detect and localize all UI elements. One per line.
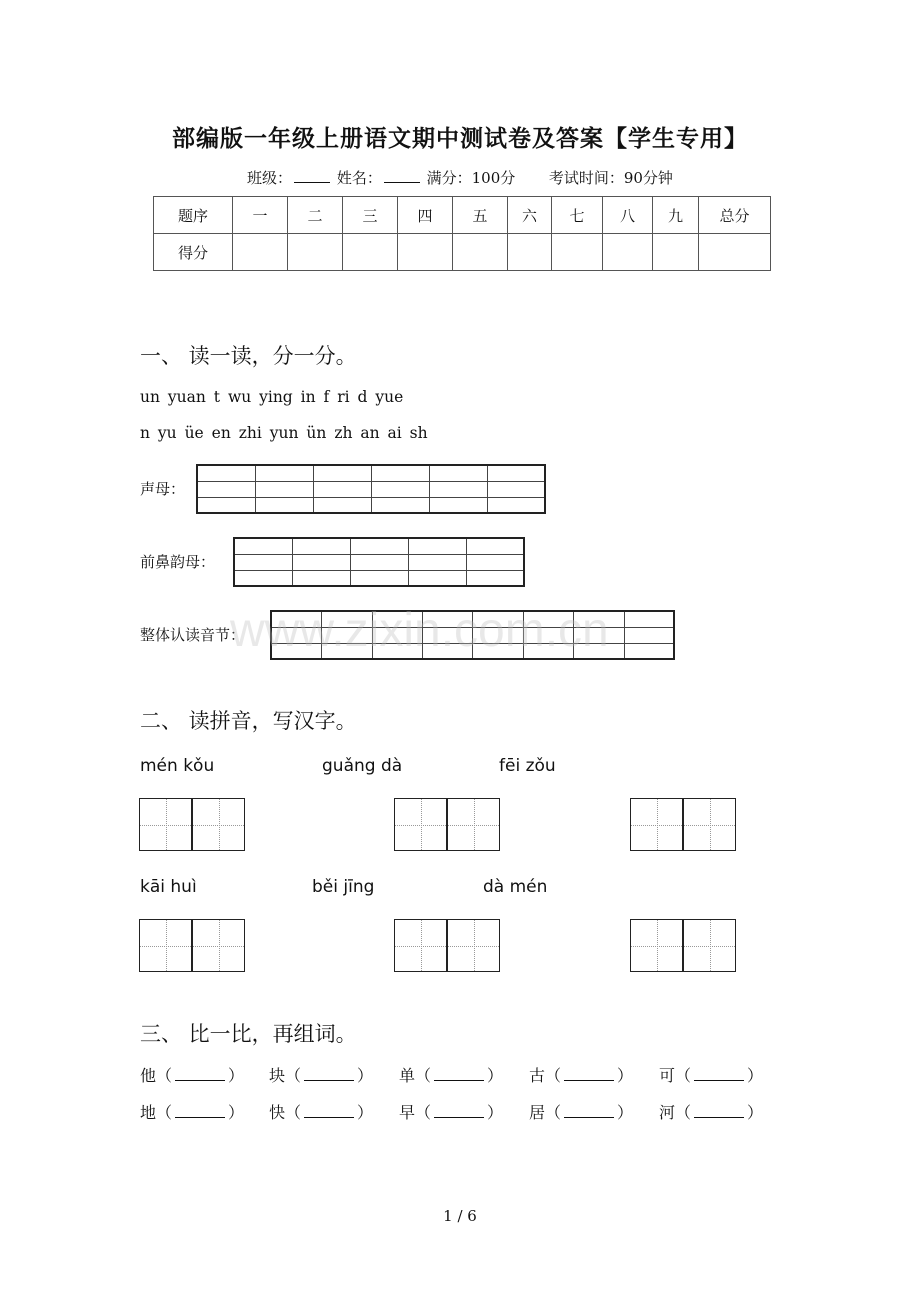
compare-char: 居（ <box>529 1103 562 1122</box>
table-header-cell: 三 <box>343 197 398 234</box>
compare-char: 块（ <box>269 1066 302 1085</box>
pinyin-word: dà mén <box>483 877 548 897</box>
section2-title: 二、 读拼音，写汉字。 <box>140 709 357 733</box>
qianbi-grid[interactable] <box>233 537 525 587</box>
close-paren: ） <box>747 1103 764 1122</box>
exam-time: 考试时间：90分钟 <box>548 169 673 187</box>
table-header-cell: 七 <box>552 197 603 234</box>
close-paren: ） <box>357 1066 374 1085</box>
compare-char: 可（ <box>659 1066 692 1085</box>
shengmu-grid[interactable] <box>196 464 546 514</box>
table-header-cell: 九 <box>653 197 699 234</box>
tianzige-box[interactable] <box>447 798 500 851</box>
score-cell[interactable] <box>398 234 453 271</box>
compare-item[interactable] <box>269 1100 373 1123</box>
answer-blank[interactable] <box>564 1103 614 1118</box>
close-paren: ） <box>357 1103 374 1122</box>
table-header-cell: 总分 <box>699 197 771 234</box>
tianzige-box[interactable] <box>192 919 245 972</box>
close-paren: ） <box>487 1103 504 1122</box>
score-cell[interactable] <box>603 234 653 271</box>
score-value-row <box>154 234 771 271</box>
answer-blank[interactable] <box>434 1103 484 1118</box>
tianzige-box[interactable] <box>139 919 192 972</box>
tianzige-box[interactable] <box>683 919 736 972</box>
close-paren: ） <box>487 1066 504 1085</box>
compare-char: 地（ <box>140 1103 173 1122</box>
name-blank[interactable] <box>384 168 420 183</box>
compare-char: 单（ <box>399 1066 432 1085</box>
table-header-cell: 二 <box>288 197 343 234</box>
score-header-row <box>154 197 771 234</box>
answer-blank[interactable] <box>434 1066 484 1081</box>
close-paren: ） <box>747 1066 764 1085</box>
score-cell[interactable] <box>552 234 603 271</box>
page-title: 部编版一年级上册语文期中测试卷及答案【学生专用】 <box>172 125 748 152</box>
class-blank[interactable] <box>294 168 330 183</box>
pinyin-line-2: n yu üe en zhi yun ün zh an ai sh <box>140 424 428 442</box>
answer-blank[interactable] <box>304 1103 354 1118</box>
shengmu-label: 声母： <box>140 480 186 498</box>
compare-item[interactable] <box>140 1100 244 1123</box>
close-paren: ） <box>617 1066 634 1085</box>
tianzige-box[interactable] <box>394 798 447 851</box>
pinyin-word: fēi zǒu <box>499 756 556 776</box>
tianzige-box[interactable] <box>447 919 500 972</box>
class-label: 班级： <box>247 169 293 187</box>
compare-item[interactable] <box>529 1063 633 1086</box>
section3-title: 三、 比一比，再组词。 <box>140 1022 357 1046</box>
compare-char: 早（ <box>399 1103 432 1122</box>
score-cell[interactable] <box>653 234 699 271</box>
exam-info <box>0 167 920 188</box>
pinyin-line-1: un yuan t wu ying in f ri d yue <box>140 388 404 406</box>
table-header-cell: 题序 <box>154 197 233 234</box>
score-cell[interactable] <box>288 234 343 271</box>
tianzige-box[interactable] <box>192 798 245 851</box>
score-cell[interactable] <box>343 234 398 271</box>
compare-char: 古（ <box>529 1066 562 1085</box>
table-header-cell: 四 <box>398 197 453 234</box>
compare-item[interactable] <box>659 1100 763 1123</box>
answer-blank[interactable] <box>304 1066 354 1081</box>
score-cell[interactable] <box>453 234 508 271</box>
pinyin-word: kāi huì <box>140 877 197 897</box>
table-header-cell: 一 <box>233 197 288 234</box>
table-header-cell: 五 <box>453 197 508 234</box>
tianzige-box[interactable] <box>683 798 736 851</box>
compare-item[interactable] <box>659 1063 763 1086</box>
close-paren: ） <box>617 1103 634 1122</box>
close-paren: ） <box>228 1066 245 1085</box>
name-label: 姓名： <box>336 169 382 187</box>
score-cell[interactable] <box>699 234 771 271</box>
watermark: www.zixin.com.cn <box>230 604 609 657</box>
pinyin-word: mén kǒu <box>140 756 215 776</box>
compare-item[interactable] <box>140 1063 244 1086</box>
compare-item[interactable] <box>529 1100 633 1123</box>
answer-blank[interactable] <box>175 1103 225 1118</box>
compare-char: 河（ <box>659 1103 692 1122</box>
tianzige-box[interactable] <box>139 798 192 851</box>
tianzige-box[interactable] <box>630 919 683 972</box>
pinyin-word: běi jīng <box>312 877 375 897</box>
compare-char: 他（ <box>140 1066 173 1085</box>
qianbi-label: 前鼻韵母： <box>140 553 216 571</box>
table-header-cell: 八 <box>603 197 653 234</box>
compare-item[interactable] <box>399 1063 503 1086</box>
score-row-label: 得分 <box>154 234 233 271</box>
compare-item[interactable] <box>269 1063 373 1086</box>
score-table <box>153 196 771 271</box>
pinyin-word: guǎng dà <box>322 756 403 776</box>
page-number: 1 / 6 <box>443 1207 477 1225</box>
close-paren: ） <box>228 1103 245 1122</box>
tianzige-box[interactable] <box>394 919 447 972</box>
compare-char: 快（ <box>269 1103 302 1122</box>
zhengti-label: 整体认读音节： <box>140 626 246 644</box>
answer-blank[interactable] <box>564 1066 614 1081</box>
score-cell[interactable] <box>233 234 288 271</box>
table-header-cell: 六 <box>508 197 552 234</box>
answer-blank[interactable] <box>694 1103 744 1118</box>
answer-blank[interactable] <box>175 1066 225 1081</box>
compare-item[interactable] <box>399 1100 503 1123</box>
section1-title: 一、 读一读，分一分。 <box>140 344 357 368</box>
tianzige-box[interactable] <box>630 798 683 851</box>
answer-blank[interactable] <box>694 1066 744 1081</box>
score-cell[interactable] <box>508 234 552 271</box>
full-score: 满分：100分 <box>426 169 516 187</box>
